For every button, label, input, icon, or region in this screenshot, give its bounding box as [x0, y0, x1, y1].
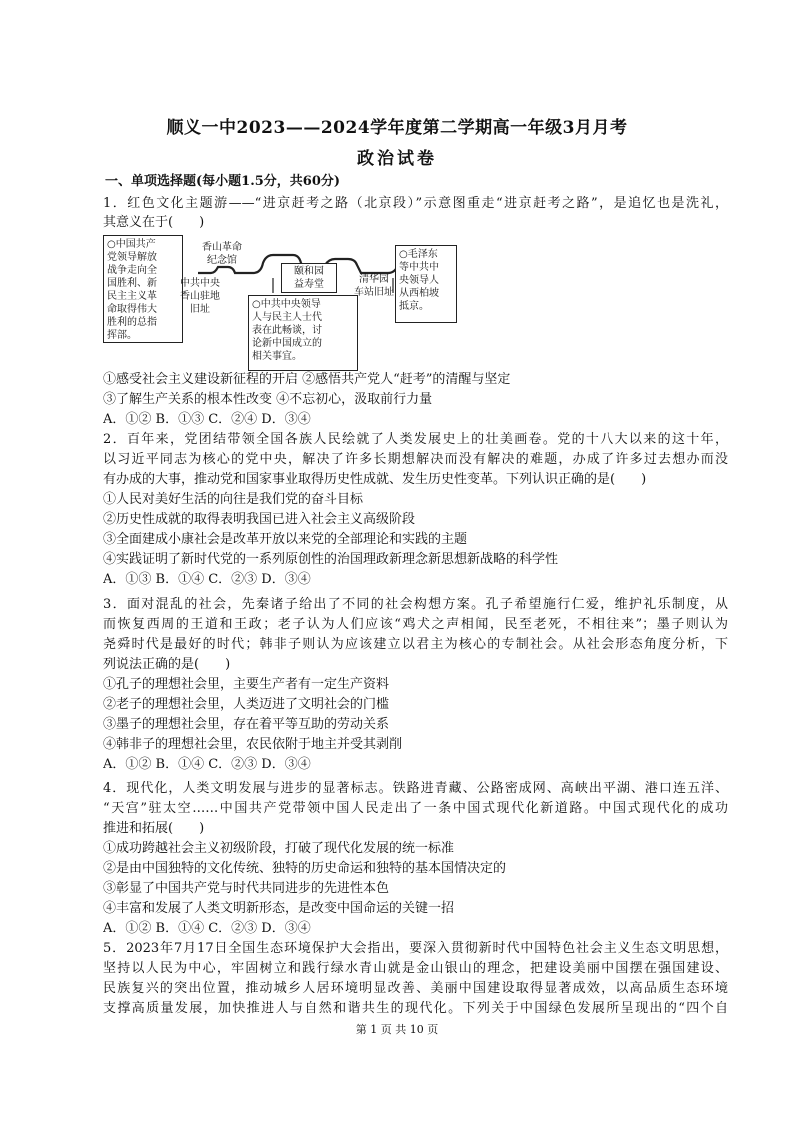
text-line: 民族复兴的突出位置，推动城乡人居环境明显改善、美丽中国建设取得显著成效，以高品质生态环境: [103, 981, 728, 996]
text-line: ①感受社会主义建设新征程的开启 ②感悟共产党人“赶考”的清醒与坚定: [103, 372, 511, 387]
text-line: ③了解生产关系的根本性改变 ④不忘初心，汲取前行力量: [103, 392, 433, 407]
text-line: 坚持以人民为中心，牢固树立和践行绿水青山就是金山银山的理念，把建设美丽中国摆在强国建设、: [103, 961, 728, 976]
text-line: ④丰富和发展了人类文明新形态，是改变中国命运的关键一招: [103, 901, 455, 916]
stop-yiheyuan: 颐和园 益寿堂: [281, 263, 337, 293]
text-line: 支撑高质量发展，加快推进人与自然和谐共生的现代化。下列关于中国绿色发展所呈现出的“四个自: [103, 1001, 728, 1016]
text-line: 而恢复西周的王道和王政；老子认为人们应该“鸡犬之声相闻，民至老死，不相往来”；墨子则认为: [103, 617, 728, 632]
stop-xiangshan-museum: 香山革命 纪念馆: [202, 242, 242, 266]
text-line: A．①② B．①④ C．②③ D．③④: [103, 757, 311, 772]
stop-xiangshan-site: 中共中央 香山驻地 旧址: [180, 278, 220, 315]
page-footer: 第 1 页 共 10 页: [355, 1023, 439, 1036]
text-line: 列说法正确的是( ): [103, 657, 231, 672]
text-line: 4．现代化，人类文明发展与进步的显著标志。铁路进青藏、公路密成网、高峡出平湖、港口连五洋、: [103, 781, 728, 796]
text-line: A．①② B．①④ C．②③ D．③④: [103, 921, 311, 936]
info-box-left: ○中国共产 党领导解放 战争走向全 国胜利、新 民主主义革 命取得伟大 胜利的总指 挥部。: [103, 235, 183, 343]
text-line: A．①③ B．①④ C．②③ D．③④: [103, 572, 311, 587]
stop-qinghuayuan: 清华园 车站旧址: [354, 274, 394, 298]
text-line: A．①② B．①③ C．②④ D．③④: [103, 412, 311, 427]
text-line: ①成功跨越社会主义初级阶段，打破了现代化发展的统一标准: [103, 841, 455, 856]
text-line: ④实践证明了新时代党的一系列原创性的治国理政新理念新思想新战略的科学性: [103, 552, 559, 567]
text-line: 其意义在于( ): [103, 215, 205, 230]
route-diagram: [103, 233, 723, 373]
text-line: ④韩非子的理想社会里，农民依附于地主并受其剥削: [103, 737, 403, 752]
section-heading: 一、单项选择题(每小题1.5分，共60分): [105, 174, 341, 189]
text-line: ③全面建成小康社会是改革开放以来党的全部理论和实践的主题: [103, 532, 468, 547]
info-box-right: ○毛泽东 等中共中 央领导人 从西柏坡 抵京。: [395, 245, 457, 323]
text-line: ②是由中国独特的文化传统、独特的历史命运和独特的基本国情决定的: [103, 861, 507, 876]
text-line: ③彰显了中国共产党与时代共同进步的先进性本色: [103, 881, 390, 896]
text-line: ③墨子的理想社会里，存在着平等互助的劳动关系: [103, 717, 390, 732]
text-line: ②老子的理想社会里，人类迈进了文明社会的门槛: [103, 697, 390, 712]
text-line: ②历史性成就的取得表明我国已进入社会主义高级阶段: [103, 512, 416, 527]
exam-title: 顺义一中2023——2024学年度第二学期高一年级3月月考: [166, 118, 628, 138]
text-line: 推进和拓展( ): [103, 821, 205, 836]
info-box-middle: ○中共中央领导 人与民主人士代 表在此畅谈，讨 论新中国成立的 相关事宜。: [248, 295, 358, 371]
text-line: 3．面对混乱的社会，先秦诸子给出了不同的社会构想方案。孔子希望施行仁爱，维护礼乐制度，从: [103, 597, 728, 612]
text-line: 1．红色文化主题游——“进京赶考之路（北京段）”示意图重走“进京赶考之路”，是追忆也是洗礼，: [103, 196, 728, 211]
text-line: 尧舜时代是最好的时代；韩非子则认为应该建立以君主为核心的专制社会。从社会形态角度分析，下: [103, 637, 728, 652]
text-line: “天宫”驻太空……中国共产党带领中国人民走出了一条中国式现代化新道路。中国式现代化的成功: [103, 801, 728, 816]
text-line: ①孔子的理想社会里，主要生产者有一定生产资料: [103, 677, 390, 692]
text-line: 2．百年来，党团结带领全国各族人民绘就了人类发展史上的壮美画卷。党的十八大以来的这十年，: [103, 432, 728, 447]
text-line: 以习近平同志为核心的党中央，解决了许多长期想解决而没有解决的难题，办成了许多过去想办而没: [103, 452, 728, 467]
exam-subtitle: 政治试卷: [357, 149, 437, 169]
text-line: 5．2023年7月17日全国生态环境保护大会指出，要深入贯彻新时代中国特色社会主义生态文明思想，: [103, 941, 728, 956]
text-line: 有办成的大事，推动党和国家事业取得历史性成就、发生历史性变革。下列认识正确的是( ): [103, 472, 647, 487]
text-line: ①人民对美好生活的向往是我们党的奋斗目标: [103, 492, 364, 507]
